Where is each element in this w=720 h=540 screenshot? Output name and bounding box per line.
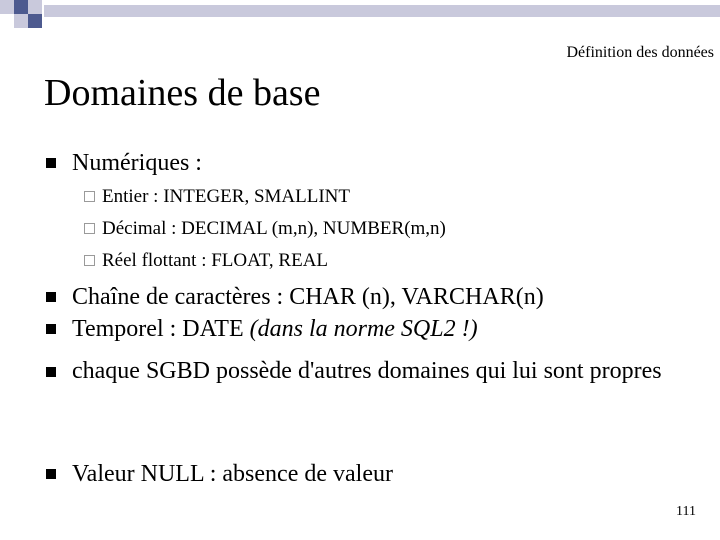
bullet-icon	[46, 158, 56, 168]
list-item-chaine: Chaîne de caractères : CHAR (n), VARCHAR(n)	[72, 284, 544, 310]
slide-title: Domaines de base	[44, 72, 321, 114]
deco-square-dark	[28, 14, 42, 28]
bullet-icon	[46, 292, 56, 302]
sub-item-reel: Réel flottant : FLOAT, REAL	[102, 250, 329, 271]
deco-square-dark	[14, 0, 28, 14]
deco-square-light	[14, 14, 28, 28]
deco-square-light	[28, 0, 42, 14]
list-item-null: Valeur NULL : absence de valeur	[72, 461, 393, 487]
checkbox-icon	[84, 223, 95, 234]
deco-square-light	[0, 0, 14, 14]
bullet-icon	[46, 324, 56, 334]
list-item-temporel	[72, 314, 712, 344]
page-number: 111	[676, 504, 696, 519]
section-title: Définition des données	[566, 44, 714, 61]
bullet-icon	[46, 469, 56, 479]
checkbox-icon	[84, 191, 95, 202]
bullet-icon	[46, 367, 56, 377]
checkbox-icon	[84, 255, 95, 266]
temporel-text: Temporel : DATE	[72, 316, 250, 342]
sub-item-entier: Entier : INTEGER, SMALLINT	[102, 186, 351, 207]
corner-decoration	[0, 0, 720, 40]
temporel-note: (dans la norme SQL2 !)	[249, 316, 478, 342]
sub-item-decimal: Décimal : DECIMAL (m,n), NUMBER(m,n)	[102, 218, 446, 239]
list-item-sgbd: chaque SGBD possède d'autres domaines qui lui sont propres	[72, 358, 662, 384]
list-item-numeriques: Numériques :	[72, 150, 202, 176]
deco-top-line	[44, 5, 720, 17]
